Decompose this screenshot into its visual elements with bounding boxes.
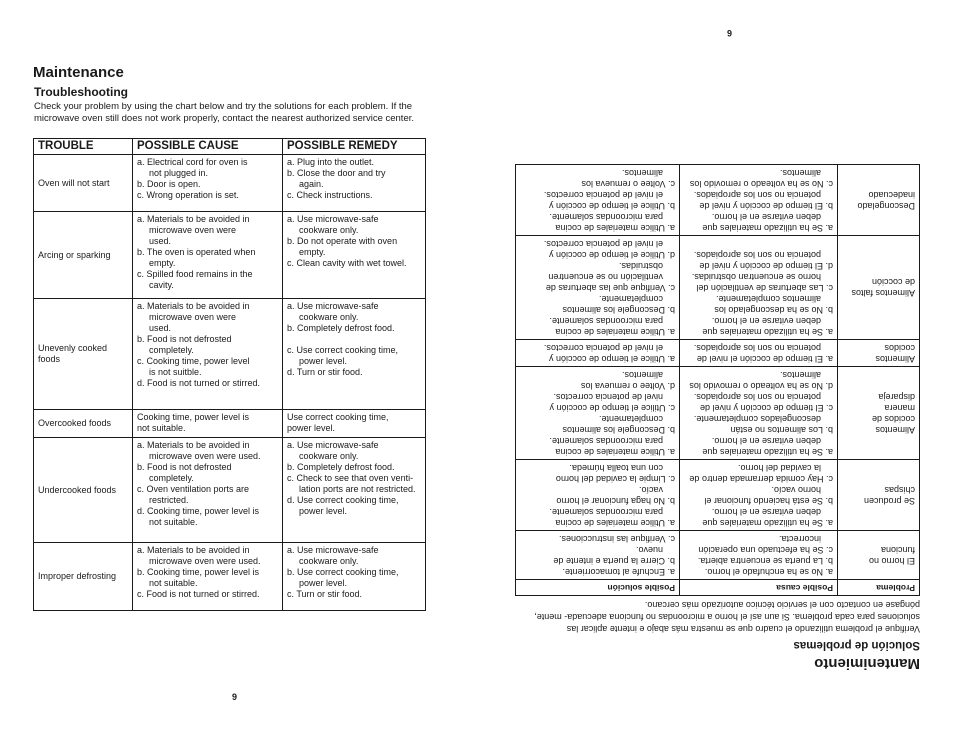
cell-line: b. La puerta se encuentra abierta.: [697, 556, 833, 566]
cell-line: c. Oven ventilation ports are: [137, 484, 250, 494]
table-row: [516, 531, 920, 580]
cell-line: alimentos.: [621, 370, 663, 380]
cell-line: para microondas solamente.: [549, 316, 663, 326]
cell-line: Undercooked foods: [38, 484, 117, 495]
table-row: [34, 299, 426, 410]
cell-line: a. Utilice el tiempo de cocción y: [548, 354, 675, 364]
cell-line: a. Se ha utilizado materiales que: [702, 223, 833, 233]
trouble-cell: [34, 410, 133, 438]
cell-line: power level.: [299, 578, 348, 588]
cell-line: b. Descongele los alimentos: [562, 305, 675, 315]
cell-line: el nivel de potencia correctos.: [543, 239, 663, 249]
cell-line: b. Close the door and try: [287, 168, 386, 178]
cause-cell: [133, 299, 283, 410]
cell-line: d. Food is not turned or stirred.: [137, 378, 261, 388]
cell-line: a. Utilice materiales de cocina: [555, 518, 675, 528]
cell-line: a. Se ha utilizado materiales que: [702, 518, 833, 528]
cell-line: a. Use microwave-safe: [287, 545, 379, 555]
cell-line: c. Cooking time, power level: [137, 356, 250, 366]
cell-line: deben evitarse en el horno.: [711, 212, 821, 222]
cell-line: alimentos.: [779, 370, 821, 380]
cell-line: Overcooked foods: [38, 418, 112, 428]
cell-line: a. Materials to be avoided in: [137, 214, 250, 224]
cell-line: microwave oven were: [149, 225, 237, 235]
trouble-cell: [34, 438, 133, 543]
cell-line: incorrecta.: [778, 534, 821, 544]
cell-line: deben evitarse en el horno.: [711, 436, 821, 446]
cell-line: a. No se ha enchufado el horno.: [704, 567, 833, 577]
cell-line: not suitable.: [149, 578, 198, 588]
cell-line: Cooking time, power level is: [137, 412, 250, 422]
cause-cell: [133, 438, 283, 543]
cause-cell: [133, 410, 283, 438]
table-row: [516, 165, 920, 236]
trouble-cell: [838, 367, 920, 460]
cell-line: deben evitarse en el horno.: [711, 316, 821, 326]
cell-line: cookware only.: [299, 312, 359, 322]
cell-line: b. Cierre la puerta e intente de: [553, 556, 675, 566]
cell-line: not plugged in.: [149, 168, 209, 178]
cell-line: power level.: [299, 506, 348, 516]
cell-line: Improper defrosting: [38, 571, 117, 581]
remedy-cell: [516, 165, 680, 236]
trouble-cell: [34, 543, 133, 611]
cause-cell: [680, 367, 838, 460]
cell-line: Se producen: [863, 496, 915, 506]
remedy-cell: [283, 438, 426, 543]
cell-line: d. No se ha volteado o removido los: [689, 381, 833, 391]
cell-line: con una toalla húmeda.: [569, 463, 663, 473]
cell-line: completely.: [149, 345, 194, 355]
cell-line: chispas: [884, 485, 915, 495]
cell-line: a. Electrical cord for oven is: [137, 157, 248, 167]
header-posible-solucion: Posible solución: [516, 580, 680, 596]
table-row: [34, 155, 426, 212]
cell-line: c. Verifique que las aberturas de: [545, 283, 675, 293]
cell-line: b. Descongele los alimentos: [562, 425, 675, 435]
remedy-cell: [283, 155, 426, 212]
cell-line: b. Se está haciendo funcionar el: [704, 496, 833, 506]
cell-line: potencia no son los apropiados.: [693, 392, 821, 402]
cause-cell: [680, 460, 838, 531]
remedy-cell: [516, 460, 680, 531]
cell-line: el nivel de potencia correctos.: [543, 343, 663, 353]
cell-line: b. Utilice el tiempo de cocción y: [548, 201, 675, 211]
cell-line: manera: [884, 403, 915, 413]
cell-line: b. El tiempo de cocción y nivel de: [699, 201, 833, 211]
header-trouble: TROUBLE: [34, 139, 133, 155]
table-row: [516, 236, 920, 340]
intro-paragraph: Check your problem by using the chart below and try the solutions for each problem. If the microwave oven still does not work properly, contact the nearest authorized service center.: [34, 101, 415, 124]
cell-line: cocidos de: [871, 414, 915, 424]
cell-line: a. Utilice materiales de cocina: [555, 447, 675, 457]
cell-line: para microondas solamente.: [549, 436, 663, 446]
cell-line: completamente.: [598, 414, 663, 424]
cell-line: used.: [149, 236, 172, 246]
cell-line: empty.: [149, 258, 176, 268]
cell-line: Oven will not start: [38, 177, 110, 188]
cell-line: c. Turn or stir food.: [287, 589, 363, 599]
cell-line: c. Food is not turned or stirred.: [137, 589, 260, 599]
cell-line: a. Enchufe al tomacorriente.: [562, 567, 675, 577]
cell-line: b. Food is not defrosted: [137, 462, 232, 472]
cell-line: a. Se ha utilizado materiales que: [702, 327, 833, 337]
cell-line: microwave oven were used.: [149, 451, 261, 461]
cell-line: not suitable.: [149, 517, 198, 527]
cell-line: b. Door is open.: [137, 179, 201, 189]
cell-line: a. Utilice materiales de cocina: [555, 223, 675, 233]
cell-line: c. Hay comida derramada dentro de: [689, 474, 833, 484]
cell-line: lation ports are not restricted.: [299, 484, 416, 494]
cause-cell: [680, 340, 838, 367]
cell-line: cookware only.: [299, 225, 359, 235]
cell-line: c. Limpie la cavidad del horno: [555, 474, 675, 484]
header-posible-causa: Posible causa: [680, 580, 838, 596]
cell-line: power level.: [287, 423, 336, 433]
trouble-cell: [34, 212, 133, 299]
cell-line: c. Voltee o remueva los: [581, 179, 675, 189]
cell-line: Descongelado: [857, 201, 915, 211]
cell-line: de cocción: [871, 277, 915, 288]
cell-line: d. Cooking time, power level is: [137, 506, 260, 516]
cause-cell: [680, 165, 838, 236]
trouble-cell: [838, 460, 920, 531]
cell-line: a. Se ha utilizado materiales que: [702, 447, 833, 457]
table-row: [34, 410, 426, 438]
cell-line: completamente.: [598, 294, 663, 304]
cell-line: Unevenly cooked: [38, 343, 108, 353]
table-row: [516, 367, 920, 460]
cell-line: la cavidad del horno.: [737, 463, 821, 473]
table-row: [34, 543, 426, 611]
cell-line: c. Check instructions.: [287, 190, 373, 200]
section-subtitle: Troubleshooting: [34, 85, 128, 99]
cell-line: a. Materials to be avoided in: [137, 545, 250, 555]
page-number-es: 6: [726, 28, 732, 38]
table-row: [516, 460, 920, 531]
troubleshooting-table-es: [515, 164, 920, 596]
cell-line: potencia no son los apropiados.: [693, 190, 821, 200]
intro-paragraph-es: Verifique el problema utilizando el cuadro que se muestra más abajo e intente aplicar las soluciones para cada problema. Si aun así el horno a microondas no funciona adecuada- mente, póngase en contacto con el servicio técnico autorizado más cercano.: [534, 600, 920, 634]
cell-line: horno vacío.: [771, 485, 821, 495]
cell-line: c. Utilice el tiempo de cocción y: [549, 403, 675, 413]
cell-line: a. El tiempo de cocción el nivel de: [696, 354, 833, 364]
trouble-cell: [34, 299, 133, 410]
cell-line: a. Use microwave-safe: [287, 440, 379, 450]
cell-line: d. El tiempo de cocción y nivel de: [699, 261, 833, 271]
cell-line: nivel de potencia correctos.: [553, 392, 663, 402]
cell-line: horno se encuentran obstruidas.: [691, 272, 821, 282]
header-possible-cause: POSSIBLE CAUSE: [133, 139, 283, 155]
cell-line: c. Wrong operation is set.: [137, 190, 239, 200]
cell-line: ventilación no se encuentren: [548, 272, 663, 282]
cell-line: Use correct cooking time,: [287, 412, 389, 422]
cell-line: funciona: [880, 545, 915, 555]
cell-line: microwave oven were used.: [149, 556, 261, 566]
cell-line: c. Se ha efectuado una operación: [698, 545, 833, 555]
cell-line: c. No se ha volteado o removido los: [689, 179, 833, 189]
cell-line: Alimentos faltos: [851, 288, 915, 299]
cell-line: power level.: [299, 356, 348, 366]
header-possible-remedy: POSSIBLE REMEDY: [283, 139, 426, 155]
cell-line: a. Materials to be avoided in: [137, 440, 250, 450]
header-problema: Problema: [838, 580, 920, 596]
cell-line: c. Las aberturas de ventilación del: [696, 283, 833, 293]
cell-line: d. Turn or stir food.: [287, 367, 363, 377]
cell-line: used.: [149, 323, 172, 333]
cell-line: b. Use correct cooking time,: [287, 567, 399, 577]
cell-line: d. Use correct cooking time,: [287, 495, 399, 505]
cell-line: b. No haga funcionar el horno: [556, 496, 675, 506]
remedy-cell: [283, 410, 426, 438]
cell-line: b. Food is not defrosted: [137, 334, 232, 344]
cell-line: a. Use microwave-safe: [287, 301, 379, 311]
cell-line: c. Use correct cooking time,: [287, 345, 399, 355]
cell-line: dispareja: [878, 392, 915, 402]
table-row: [34, 438, 426, 543]
table-row: [516, 340, 920, 367]
cell-line: empty.: [299, 247, 326, 257]
cell-line: inadecuado: [868, 190, 915, 200]
remedy-cell: [283, 543, 426, 611]
cell-line: potencia no son los apropiados.: [693, 343, 821, 353]
cell-line: descongelados completamente.: [693, 414, 821, 424]
cause-cell: [133, 212, 283, 299]
cell-line: c. Spilled food remains in the: [137, 269, 253, 279]
cell-line: cookware only.: [299, 451, 359, 461]
cell-line: obstruidas.: [618, 261, 663, 271]
cell-line: c. Check to see that oven venti-: [287, 473, 414, 483]
remedy-cell: [516, 367, 680, 460]
cell-line: El horno no: [868, 556, 915, 566]
cell-line: foods: [38, 354, 61, 364]
remedy-cell: [283, 299, 426, 410]
table-row: [34, 212, 426, 299]
cell-line: c. Verifique las instrucciones.: [558, 534, 675, 544]
cell-line: a. Plug into the outlet.: [287, 157, 375, 167]
cell-line: again.: [299, 179, 324, 189]
cell-line: vacío.: [638, 485, 663, 495]
cell-line: is not suitble.: [149, 367, 202, 377]
table-header-row-es: [516, 580, 920, 596]
cell-line: cookware only.: [299, 556, 359, 566]
troubleshooting-table: [33, 138, 426, 611]
cell-line: Alimentos: [875, 425, 915, 435]
remedy-cell: [283, 212, 426, 299]
cell-line: alimentos completamente.: [715, 294, 821, 304]
cell-line: a. Materials to be avoided in: [137, 301, 250, 311]
cell-line: a. Utilice materiales de cocina: [555, 327, 675, 337]
cell-line: cavity.: [149, 280, 174, 290]
cause-cell: [133, 543, 283, 611]
remedy-cell: [516, 340, 680, 367]
cell-line: b. The oven is operated when: [137, 247, 256, 257]
cell-line: completely.: [149, 473, 194, 483]
trouble-cell: [838, 531, 920, 580]
cell-line: potencia no son los apropiados.: [693, 250, 821, 260]
cause-cell: [680, 531, 838, 580]
cell-line: b. No se ha descongelado los: [714, 305, 833, 315]
section-subtitle-es: Solución de problemas: [793, 639, 920, 651]
remedy-cell: [516, 531, 680, 580]
cell-line: Arcing or sparking: [38, 249, 111, 260]
cell-line: d. Utilice el tiempo de cocción y: [548, 250, 675, 260]
cell-line: a. Use microwave-safe: [287, 214, 379, 224]
page-title: Maintenance: [33, 64, 124, 81]
cell-line: deben evitarse en el horno.: [711, 507, 821, 517]
cell-line: d. Voltee o remueva los: [580, 381, 675, 391]
remedy-cell: [516, 236, 680, 340]
trouble-cell: [838, 340, 920, 367]
cell-line: para microondas solamente.: [549, 212, 663, 222]
cell-line: b. Los alimentos no están: [730, 425, 833, 435]
cell-line: b. Do not operate with oven: [287, 236, 398, 246]
page-title-es: Mantenimiento: [814, 655, 920, 672]
page-number: 9: [232, 692, 238, 702]
cause-cell: [680, 236, 838, 340]
cell-line: alimentos.: [779, 168, 821, 178]
cell-line: c. El tiempo de cocción y nivel de: [699, 403, 833, 413]
trouble-cell: [34, 155, 133, 212]
cell-line: b. Cooking time, power level is: [137, 567, 260, 577]
cell-line: b. Completely defrost food.: [287, 462, 395, 472]
trouble-cell: [838, 236, 920, 340]
cell-line: microwave oven were: [149, 312, 237, 322]
trouble-cell: [838, 165, 920, 236]
cell-line: b. Completely defrost food.: [287, 323, 395, 333]
cause-cell: [133, 155, 283, 212]
cell-line: cocidos: [884, 343, 915, 353]
cell-line: alimentos.: [621, 168, 663, 178]
cell-line: para microondas solamente.: [549, 507, 663, 517]
cell-line: not suitable.: [137, 423, 186, 433]
table-header-row: [34, 139, 426, 155]
cell-line: c. Clean cavity with wet towel.: [287, 258, 407, 268]
cell-line: Alimentos: [875, 354, 915, 364]
cell-line: nuevo.: [635, 545, 663, 555]
cell-line: [287, 334, 421, 345]
cell-line: el nivel de potencia correctos.: [543, 190, 663, 200]
cell-line: restricted.: [149, 495, 189, 505]
